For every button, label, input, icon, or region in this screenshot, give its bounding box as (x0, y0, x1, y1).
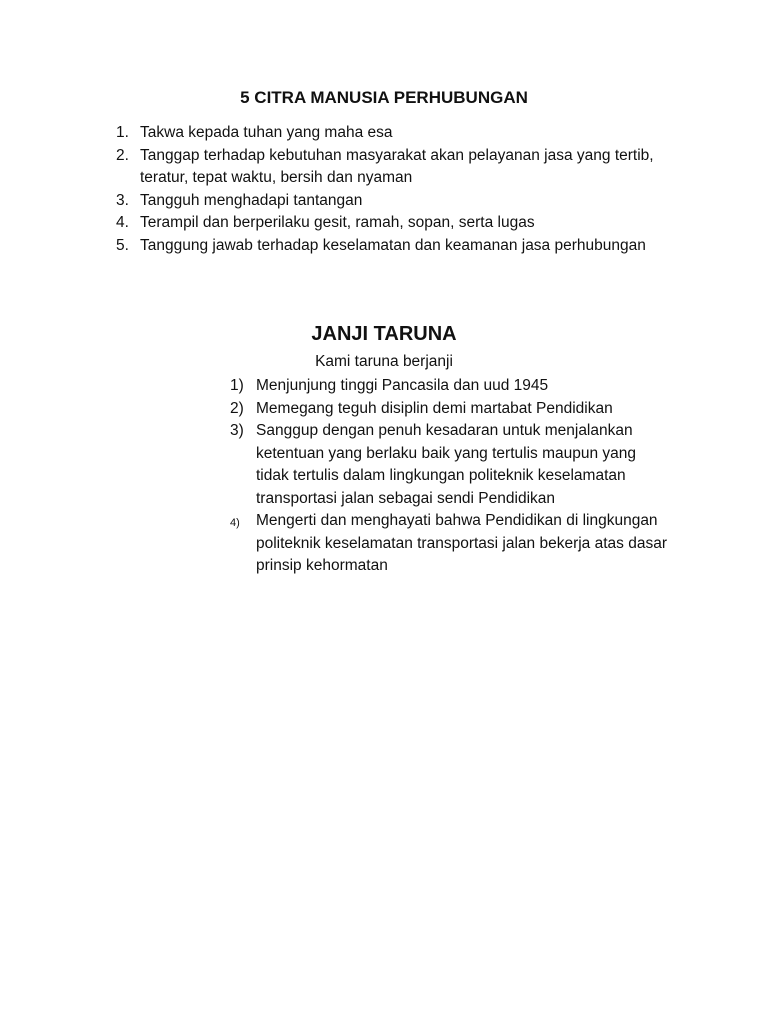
citra-item-number: 3. (116, 191, 129, 209)
citra-item-5 (116, 235, 656, 258)
citra-item-number: 1. (116, 124, 129, 141)
citra-item-3 (116, 190, 656, 213)
janji-list (230, 375, 670, 578)
citra-item-number: 4. (116, 214, 129, 231)
citra-item-text: Tanggap terhadap kebutuhan masyarakat akan pelayanan jasa yang tertib, teratur, tepat waktu, bersih dan nyaman (140, 146, 654, 186)
citra-list (116, 122, 656, 257)
citra-item-number: 2. (116, 146, 129, 164)
citra-item-text: Terampil dan berperilaku gesit, ramah, sopan, serta lugas (140, 214, 535, 231)
janji-title: JANJI TARUNA (311, 323, 457, 345)
citra-item-text: Tangguh menghadapi tantangan (140, 191, 363, 209)
citra-item-2 (116, 145, 656, 190)
citra-item-1 (116, 122, 656, 145)
janji-item-number: 1) (230, 377, 244, 394)
janji-item-2 (230, 398, 670, 421)
janji-subtitle: Kami taruna berjanji (315, 353, 453, 370)
citra-title: 5 CITRA MANUSIA PERHUBUNGAN (240, 88, 528, 107)
janji-item-number: 4) (230, 517, 240, 529)
janji-item-number: 2) (230, 399, 244, 417)
janji-item-number: 3) (230, 422, 244, 439)
janji-item-text: Mengerti dan menghayati bahwa Pendidikan di lingkungan politeknik keselamatan transportasi jalan bekerja atas dasar prinsip kehormatan (256, 512, 667, 574)
citra-item-text: Tanggung jawab terhadap keselamatan dan keamanan jasa perhubungan (140, 236, 646, 254)
janji-item-1 (230, 375, 670, 398)
citra-item-number: 5. (116, 236, 129, 254)
janji-item-text: Sanggup dengan penuh kesadaran untuk menjalankan ketentuan yang berlaku baik yang tertulis maupun yang tidak tertulis dalam lingkungan politeknik keselamatan transportasi jalan sebagai sendi Pendidikan (256, 422, 636, 507)
janji-item-text: Menjunjung tinggi Pancasila dan uud 1945 (256, 377, 549, 394)
janji-item-4 (230, 510, 670, 578)
janji-item-text: Memegang teguh disiplin demi martabat Pendidikan (256, 399, 613, 417)
citra-item-4 (116, 212, 656, 235)
janji-item-3 (230, 420, 670, 510)
citra-item-text: Takwa kepada tuhan yang maha esa (140, 124, 393, 141)
